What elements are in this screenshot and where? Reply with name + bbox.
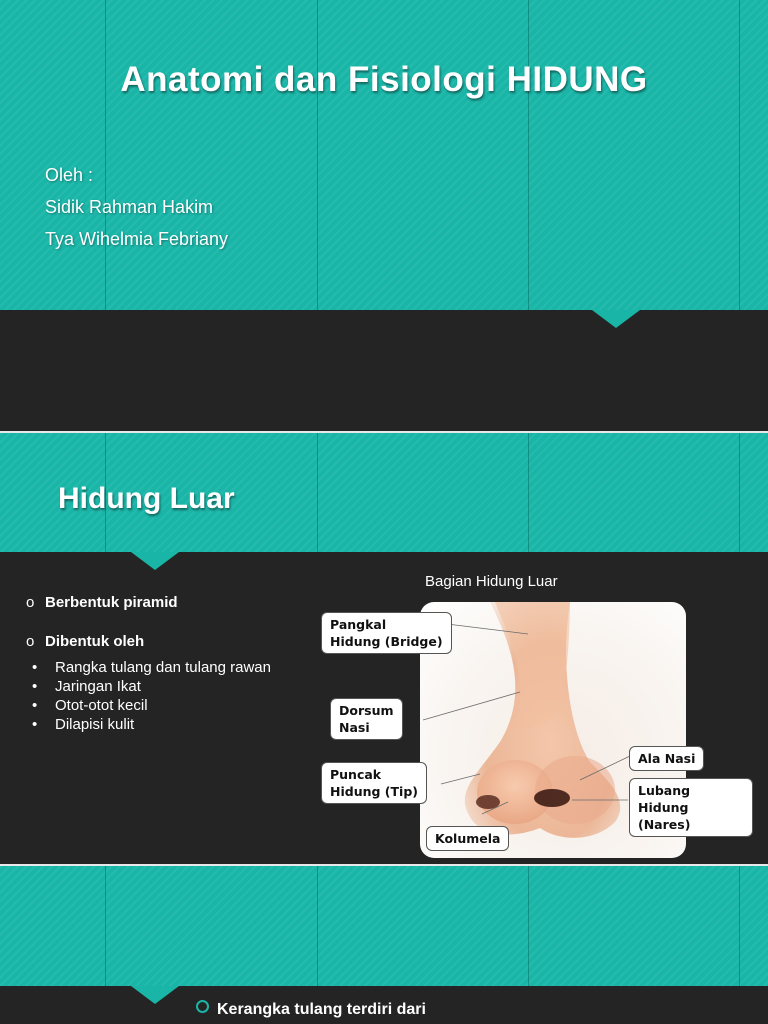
by-label: Oleh :	[45, 165, 94, 185]
author-2: Tya Wihelmia Febriany	[45, 229, 229, 249]
label-lubang-hidung: Lubang Hidung (Nares)	[629, 778, 753, 837]
slide2-title: Hidung Luar	[58, 482, 235, 515]
slide3-bullet: Kerangka tulang terdiri dari	[196, 1000, 426, 1019]
bullet-1: o Berbentuk piramid	[26, 594, 178, 611]
label-dorsum: Dorsum Nasi	[330, 698, 403, 740]
label-kolumela: Kolumela	[426, 826, 509, 851]
diagram-title: Bagian Hidung Luar	[425, 573, 558, 590]
slide1-header	[0, 0, 768, 310]
slide1-footer	[0, 310, 768, 431]
slide1-title: Anatomi dan Fisiologi HIDUNG	[120, 60, 648, 99]
slide1-notch	[592, 310, 640, 328]
sub-bullet-2: • Jaringan Ikat	[32, 678, 141, 695]
sub-bullet-1: • Rangka tulang dan tulang rawan	[32, 659, 271, 676]
label-ala-nasi: Ala Nasi	[629, 746, 704, 771]
slide3-header	[0, 866, 768, 986]
slide3-notch	[131, 986, 179, 1004]
slide2-notch	[131, 552, 179, 570]
bullet-2: o Dibentuk oleh	[26, 633, 145, 650]
label-puncak: Puncak Hidung (Tip)	[321, 762, 427, 804]
label-pangkal: Pangkal Hidung (Bridge)	[321, 612, 452, 654]
ring-bullet-icon	[196, 1000, 209, 1013]
author-1: Sidik Rahman Hakim	[45, 197, 214, 217]
sub-bullet-3: • Otot-otot kecil	[32, 697, 148, 714]
sub-bullet-4: • Dilapisi kulit	[32, 716, 135, 733]
